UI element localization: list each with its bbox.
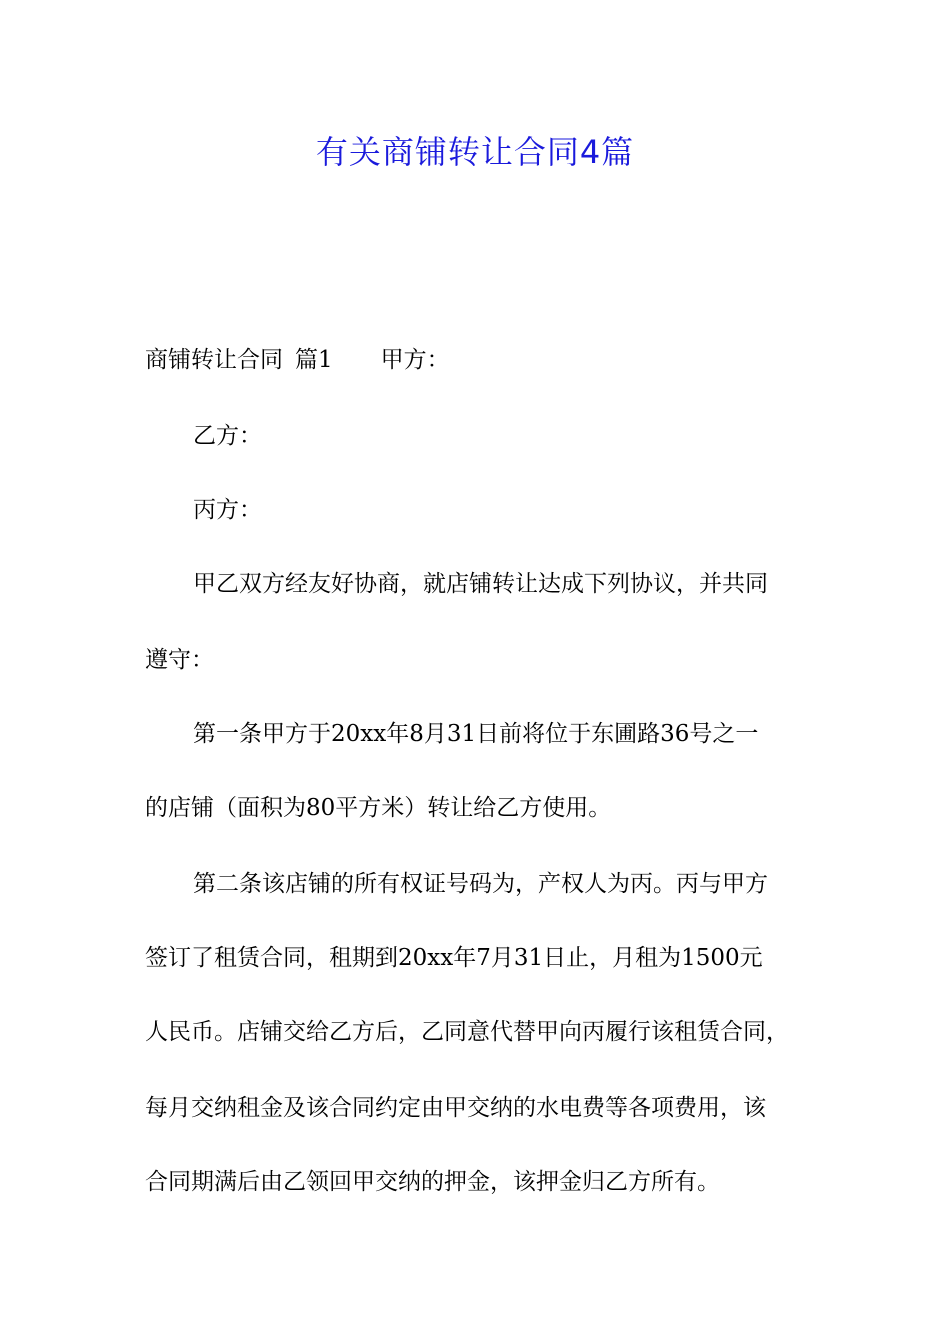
article-2-line-5: 合同期满后由乙领回甲交纳的押金，该押金归乙方所有。: [145, 1169, 720, 1195]
article-2-line-2: 签订了租赁合同，租期到20xx年7月31日止，月租为1500元: [145, 945, 763, 971]
party-b-label: 乙方：: [193, 423, 262, 449]
section-title: 商铺转让合同: [145, 347, 283, 373]
paragraph-intro-line-2: 遵守：: [145, 647, 214, 673]
party-c-label: 丙方：: [193, 497, 262, 523]
article-1-line-1: 第一条甲方于20xx年8月31日前将位于东圃路36号之一: [193, 721, 759, 747]
article-1-line-2: 的店铺（面积为80平方米）转让给乙方使用。: [145, 795, 612, 821]
article-2-line-3: 人民币。店铺交给乙方后，乙同意代替甲向丙履行该租赁合同，: [145, 1019, 789, 1045]
article-2-line-4: 每月交纳租金及该合同约定由甲交纳的水电费等各项费用，该: [145, 1095, 766, 1121]
document-title: 有关商铺转让合同4篇: [315, 133, 635, 171]
section-number: 篇1: [295, 347, 333, 373]
article-2-line-1: 第二条该店铺的所有权证号码为，产权人为丙。丙与甲方: [193, 871, 768, 897]
paragraph-intro-line-1: 甲乙双方经友好协商，就店铺转让达成下列协议，并共同: [193, 571, 768, 597]
section-header-line: [145, 344, 825, 376]
party-a-label: 甲方：: [380, 347, 450, 373]
